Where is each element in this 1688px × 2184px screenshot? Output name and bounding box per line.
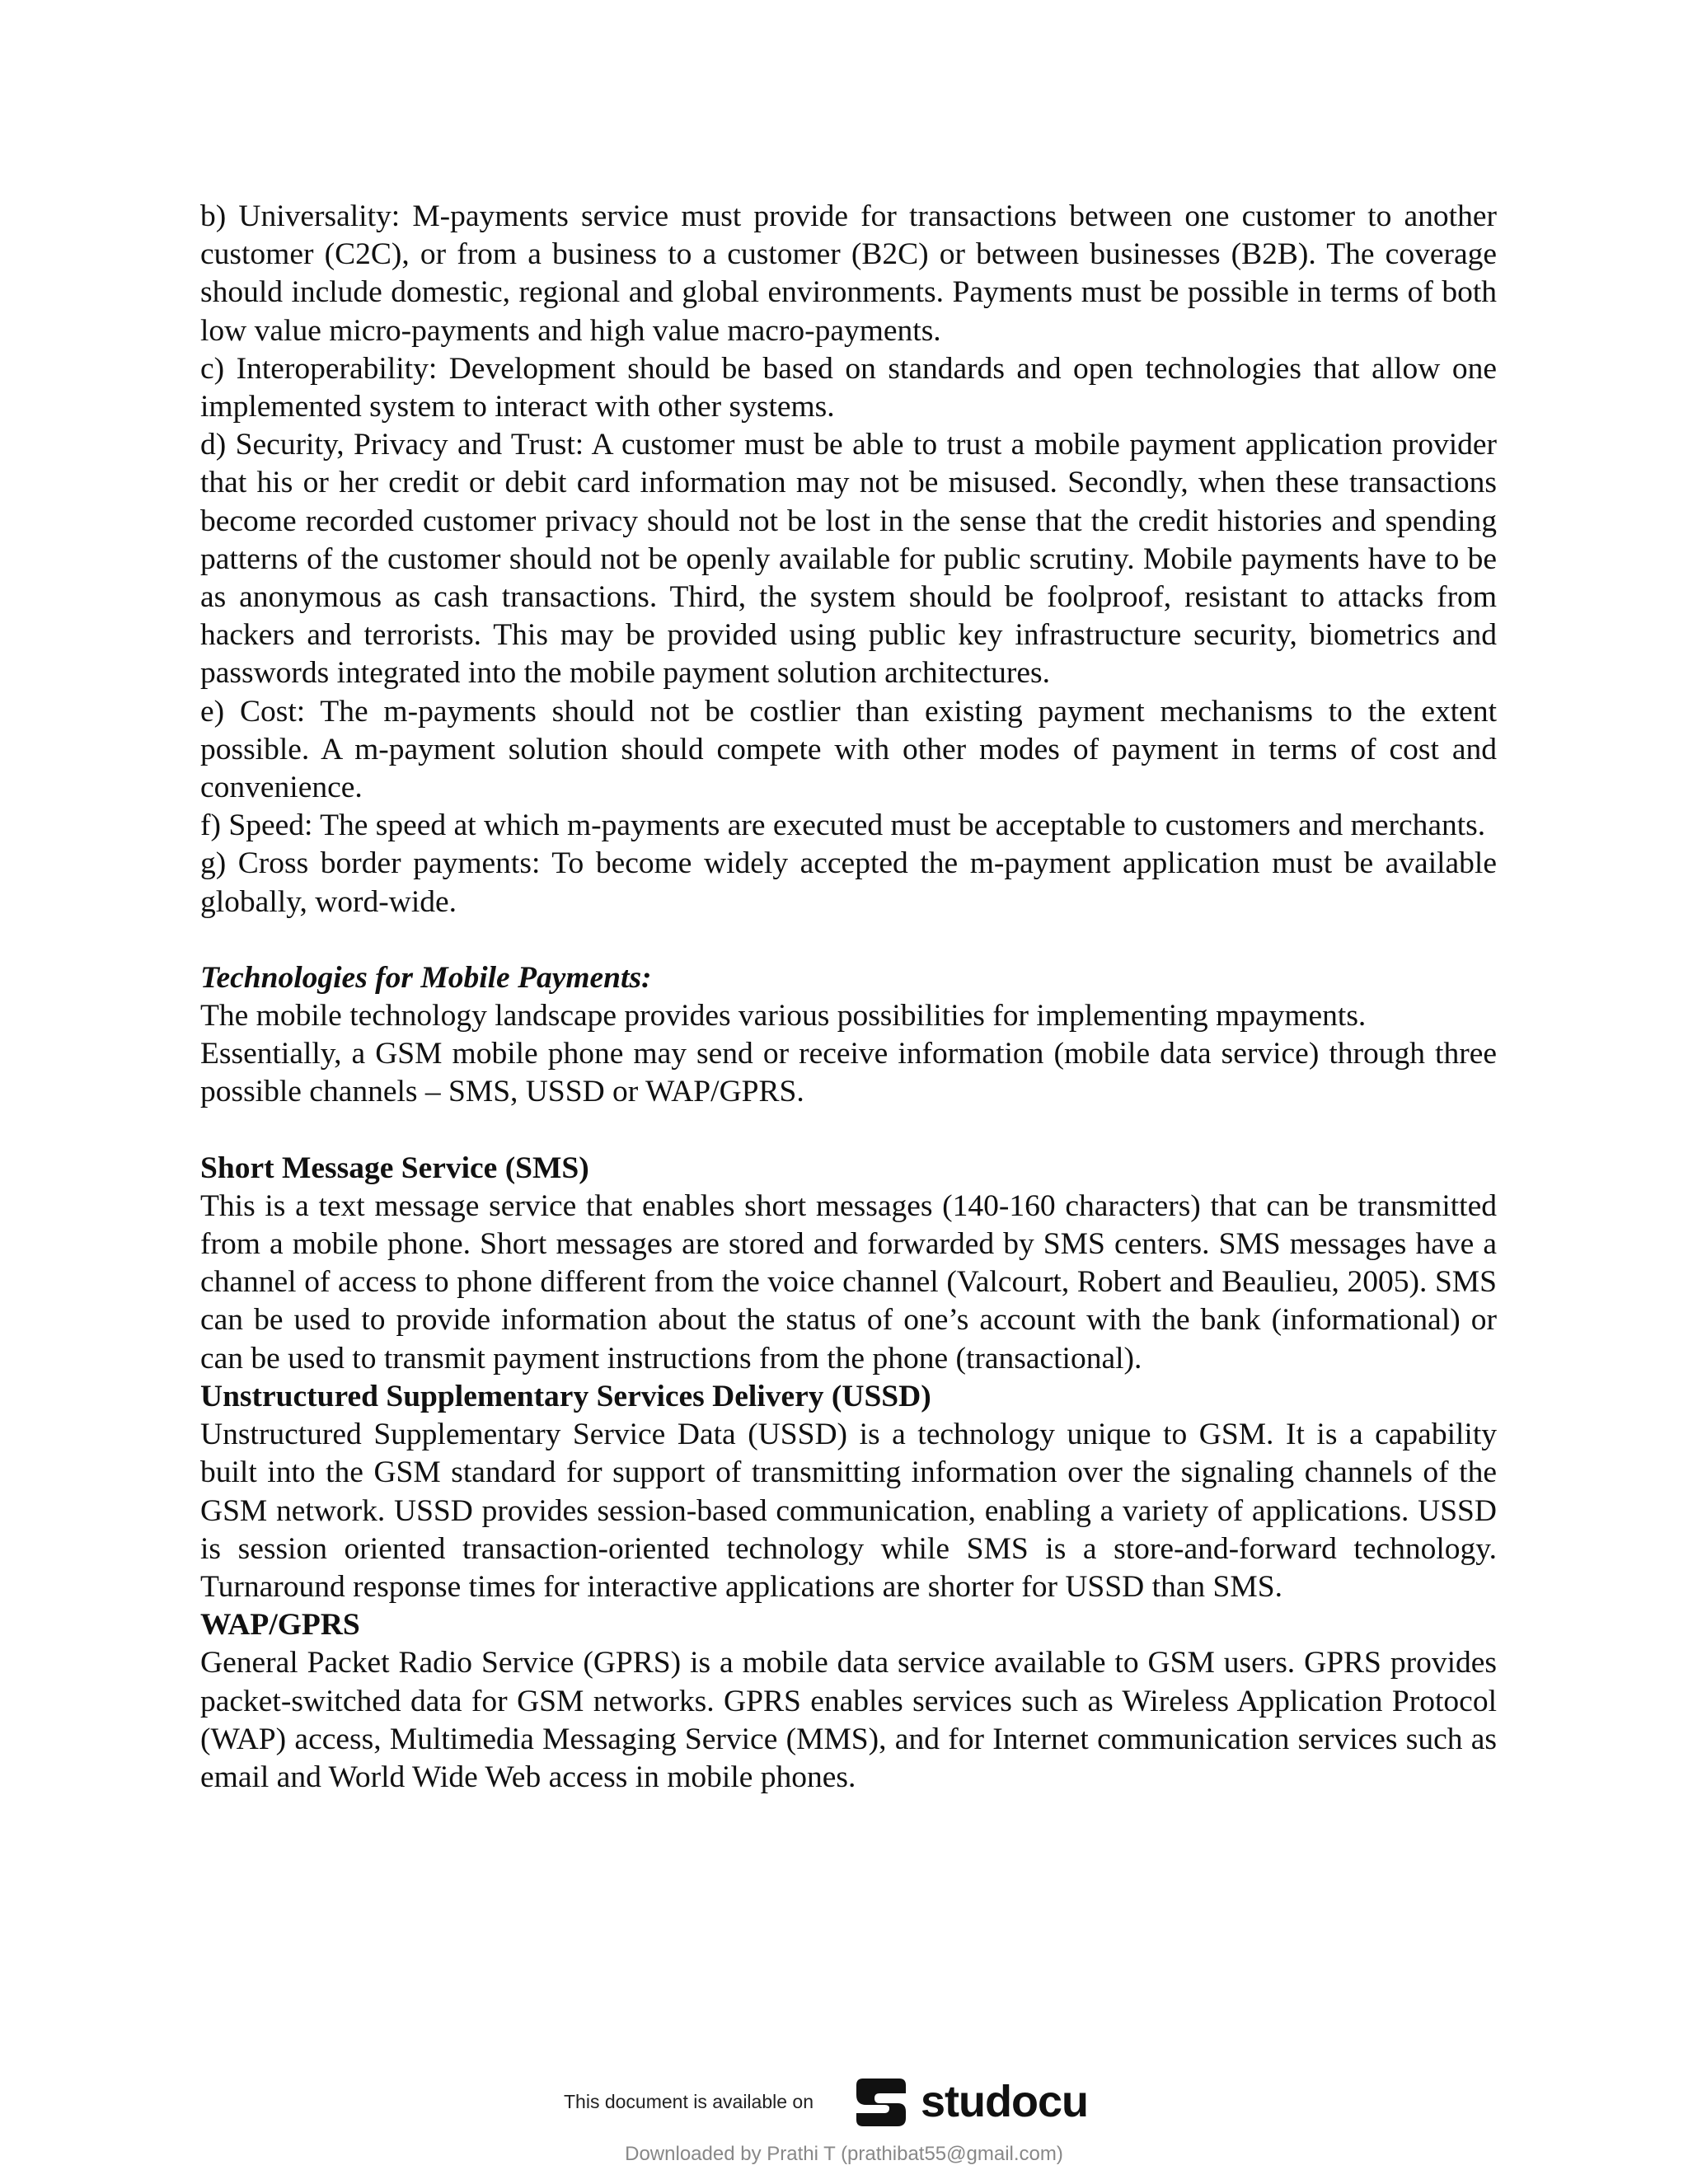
footer-available-text: This document is available on xyxy=(564,2090,814,2112)
downloaded-by-text: Downloaded by Prathi T (prathibat55@gmail.com) xyxy=(625,2143,1063,2165)
heading-ussd: Unstructured Supplementary Services Delivery (USSD) xyxy=(200,1379,931,1413)
paragraph-wap-gprs: General Packet Radio Service (GPRS) is a mobile data service available to GSM users. GPRS provides packet-switched data for GSM networks. GPRS enables services such as Wireless Application Protocol (WAP) access, Multimedia Messaging Service (MMS), and for Internet communication services such as email and World Wide Web access in mobile phones. xyxy=(200,1646,1497,1794)
studocu-logo[interactable] xyxy=(851,2072,1088,2131)
document-body xyxy=(200,198,1497,1797)
heading-sms: Short Message Service (SMS) xyxy=(200,1151,589,1185)
paragraph-interoperability: c) Interoperability: Development should be based on standards and open technologies that allow one implemented system to interact with other systems. xyxy=(200,351,1497,424)
paragraph-technologies-2: Essentially, a GSM mobile phone may send or receive information (mobile data service) through three possible channels – SMS, USSD or WAP/GPRS. xyxy=(200,1037,1497,1109)
paragraph-security: d) Security, Privacy and Trust: A customer must be able to trust a mobile payment application provider that his or her credit or debit card information may not be misused. Secondly, when these transactions become recorded customer privacy should not be lost in the sense that the credit histories and spending patterns of the customer should not be openly available for public scrutiny. Mobile payments have to be as anonymous as cash transactions. Third, the system should be foolproof, resistant to attacks from hackers and terrorists. This may be provided using public key infrastructure security, biometrics and passwords integrated into the mobile payment solution architectures. xyxy=(200,428,1497,691)
footer-banner[interactable] xyxy=(564,2069,1141,2135)
studocu-logo-text: studocu xyxy=(921,2077,1088,2126)
paragraph-cost: e) Cost: The m-payments should not be costlier than existing payment mechanisms to the extent possible. A m-payment solution should compete with other modes of payment in terms of cost and convenience. xyxy=(200,694,1497,805)
studocu-logo-icon xyxy=(851,2072,911,2131)
paragraph-universality: b) Universality: M-payments service must provide for transactions between one customer to another customer (C2C), or from a business to a customer (B2C) or between businesses (B2B). The coverage should include domestic, regional and global environments. Payments must be possible in terms of both low value micro-payments and high value macro-payments. xyxy=(200,199,1497,348)
section-gap xyxy=(200,1112,1497,1150)
paragraph-sms: This is a text message service that enables short messages (140-160 characters) that can be transmitted from a mobile phone. Short messages are stored and forwarded by SMS centers. SMS messages have a channel of access to phone different from the voice channel (Valcourt, Robert and Beaulieu, 2005). SMS can be used to provide information about the status of one’s account with the bank (informational) or can be used to transmit payment instructions from the phone (transactional). xyxy=(200,1188,1497,1376)
heading-technologies: Technologies for Mobile Payments: xyxy=(200,960,652,995)
heading-wap-gprs: WAP/GPRS xyxy=(200,1608,360,1643)
section-gap xyxy=(200,921,1497,959)
paragraph-technologies-1: The mobile technology landscape provides various possibilities for implementing mpayments. xyxy=(200,999,1367,1033)
paragraph-speed: f) Speed: The speed at which m-payments are executed must be acceptable to customers and merchants. xyxy=(200,808,1486,843)
paragraph-cross-border: g) Cross border payments: To become widely accepted the m-payment application must be available globally, word-wide. xyxy=(200,846,1497,919)
paragraph-ussd: Unstructured Supplementary Service Data (USSD) is a technology unique to GSM. It is a capability built into the GSM standard for support of transmitting information over the signaling channels of the GSM network. USSD provides session-based communication, enabling a variety of applications. USSD is session oriented transaction-oriented technology while SMS is a store-and-forward technology. Turnaround response times for interactive applications are shorter for USSD than SMS. xyxy=(200,1418,1497,1604)
